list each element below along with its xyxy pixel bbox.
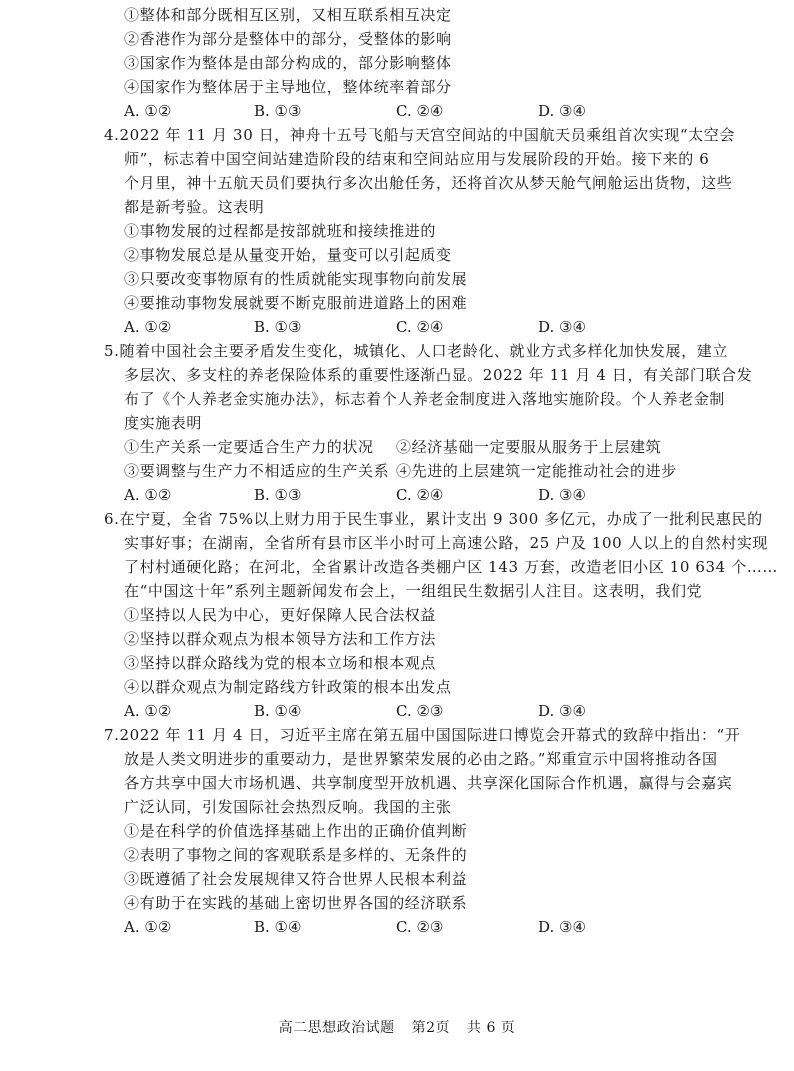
q7-stem-line-1: 7.2022 年 11 月 4 日，习近平主席在第五届中国国际进口博览会开幕式的致辞中指出：“开: [104, 726, 741, 744]
q4-statement-1: ①事物发展的过程都是按部就班和接续推进的: [124, 222, 437, 240]
q5-stem-line-4: 度实施表明: [124, 414, 203, 432]
q6-statement-4: ④以群众观点为制定路线方针政策的根本出发点: [124, 678, 452, 696]
q7-statement-4: ④有助于在实践的基础上密切世界各国的经济联系: [124, 894, 468, 912]
q5-statement-1: ①生产关系一定要适合生产力的状况: [124, 438, 374, 456]
q4-statement-3: ③只要改变事物原有的性质就能实现事物向前发展: [124, 270, 468, 288]
q3-option-c: C. ②④: [396, 102, 444, 120]
q3-option-a: A. ①②: [124, 102, 172, 120]
q5-statement-4: ④先进的上层建筑一定能推动社会的进步: [396, 462, 677, 480]
q6-stem-line-4: 在“中国这十年”系列主题新闻发布会上，一组组民生数据引人注目。这表明，我们党: [124, 582, 703, 600]
footer-total-pages: 共 6 页: [467, 1020, 516, 1036]
q7-stem-line-2: 放是人类文明进步的重要动力，是世界繁荣发展的必由之路。”郑重宣示中国将推动各国: [124, 750, 718, 768]
q5-option-a: A. ①②: [124, 486, 172, 504]
q3-option-d: D. ③④: [538, 102, 586, 120]
q7-statement-1: ①是在科学的价值选择基础上作出的正确价值判断: [124, 822, 468, 840]
q5-option-b: B. ①③: [254, 486, 302, 504]
q3-statement-4: ④国家作为整体居于主导地位，整体统率着部分: [124, 78, 452, 96]
q6-stem-line-3: 了村村通硬化路；在河北，全省累计改造各类棚户区 143 万套，改造老旧小区 10 634 个……: [124, 558, 778, 576]
q5-stem-line-3: 布了《个人养老金实施办法》，标志着个人养老金制度进入落地实施阶段。个人养老金制: [124, 390, 725, 408]
q7-option-d: D. ③④: [538, 918, 586, 936]
q5-statement-3: ③要调整与生产力不相适应的生产关系: [124, 462, 390, 480]
q4-option-a: A. ①②: [124, 318, 172, 336]
q7-option-a: A. ①②: [124, 918, 172, 936]
q5-statement-2: ②经济基础一定要服从服务于上层建筑: [396, 438, 662, 456]
q7-stem-line-4: 广泛认同，引发国际社会热烈反响。我国的主张: [124, 798, 452, 816]
q6-option-b: B. ①④: [254, 702, 302, 720]
q6-stem-line-1: 6.在宁夏，全省 75%以上财力用于民生事业，累计支出 9 300 多亿元，办成了一批利民惠民的: [104, 510, 763, 528]
q6-option-a: A. ①②: [124, 702, 172, 720]
q4-option-b: B. ①③: [254, 318, 302, 336]
q4-stem-line-3: 个月里，神十五航天员们要执行多次出舱任务，还将首次从梦天舱气闸舱运出货物，这些: [124, 174, 733, 192]
q7-option-c: C. ②③: [396, 918, 444, 936]
q3-statement-2: ②香港作为部分是整体中的部分，受整体的影响: [124, 30, 452, 48]
q3-statement-1: ①整体和部分既相互区别，又相互联系相互决定: [124, 6, 452, 24]
q4-option-d: D. ③④: [538, 318, 586, 336]
q7-stem-line-3: 各方共享中国大市场机遇、共享制度型开放机遇、共享深化国际合作机遇，赢得与会嘉宾: [124, 774, 733, 792]
q5-stem-line-2: 多层次、多支柱的养老保险体系的重要性逐渐凸显。2022 年 11 月 4 日，有关部门联合发: [124, 366, 753, 384]
q6-statement-2: ②坚持以群众观点为根本领导方法和工作方法: [124, 630, 437, 648]
q6-statement-3: ③坚持以群众路线为党的根本立场和根本观点: [124, 654, 437, 672]
footer-page-number: 第2页: [411, 1020, 451, 1036]
q5-option-d: D. ③④: [538, 486, 586, 504]
q7-statement-3: ③既遵循了社会发展规律又符合世界人民根本利益: [124, 870, 468, 888]
q5-option-c: C. ②④: [396, 486, 444, 504]
q7-option-b: B. ①④: [254, 918, 302, 936]
q4-stem-line-1: 4.2022 年 11 月 30 日，神舟十五号飞船与天宫空间站的中国航天员乘组首次实现“太空会: [104, 126, 735, 144]
q4-stem-line-2: 师”，标志着中国空间站建造阶段的结束和空间站应用与发展阶段的开始。接下来的 6: [124, 150, 710, 168]
q4-statement-4: ④要推动事物发展就要不断克服前进道路上的困难: [124, 294, 468, 312]
q6-option-d: D. ③④: [538, 702, 586, 720]
q6-option-c: C. ②③: [396, 702, 444, 720]
q3-option-b: B. ①③: [254, 102, 302, 120]
footer-exam-title: 高二思想政治试题: [278, 1020, 395, 1036]
q4-statement-2: ②事物发展总是从量变开始，量变可以引起质变: [124, 246, 452, 264]
q3-statement-3: ③国家作为整体是由部分构成的，部分影响整体: [124, 54, 452, 72]
q5-stem-line-1: 5.随着中国社会主要矛盾发生变化，城镇化、人口老龄化、就业方式多样化加快发展，建立: [104, 342, 728, 360]
page-footer: [0, 1018, 794, 1038]
q7-statement-2: ②表明了事物之间的客观联系是多样的、无条件的: [124, 846, 468, 864]
q6-stem-line-2: 实事好事；在湖南，全省所有县市区半小时可上高速公路，25 户及 100 人以上的自然村实现: [124, 534, 769, 552]
q4-option-c: C. ②④: [396, 318, 444, 336]
q6-statement-1: ①坚持以人民为中心，更好保障人民合法权益: [124, 606, 437, 624]
q4-stem-line-4: 都是新考验。这表明: [124, 198, 265, 216]
